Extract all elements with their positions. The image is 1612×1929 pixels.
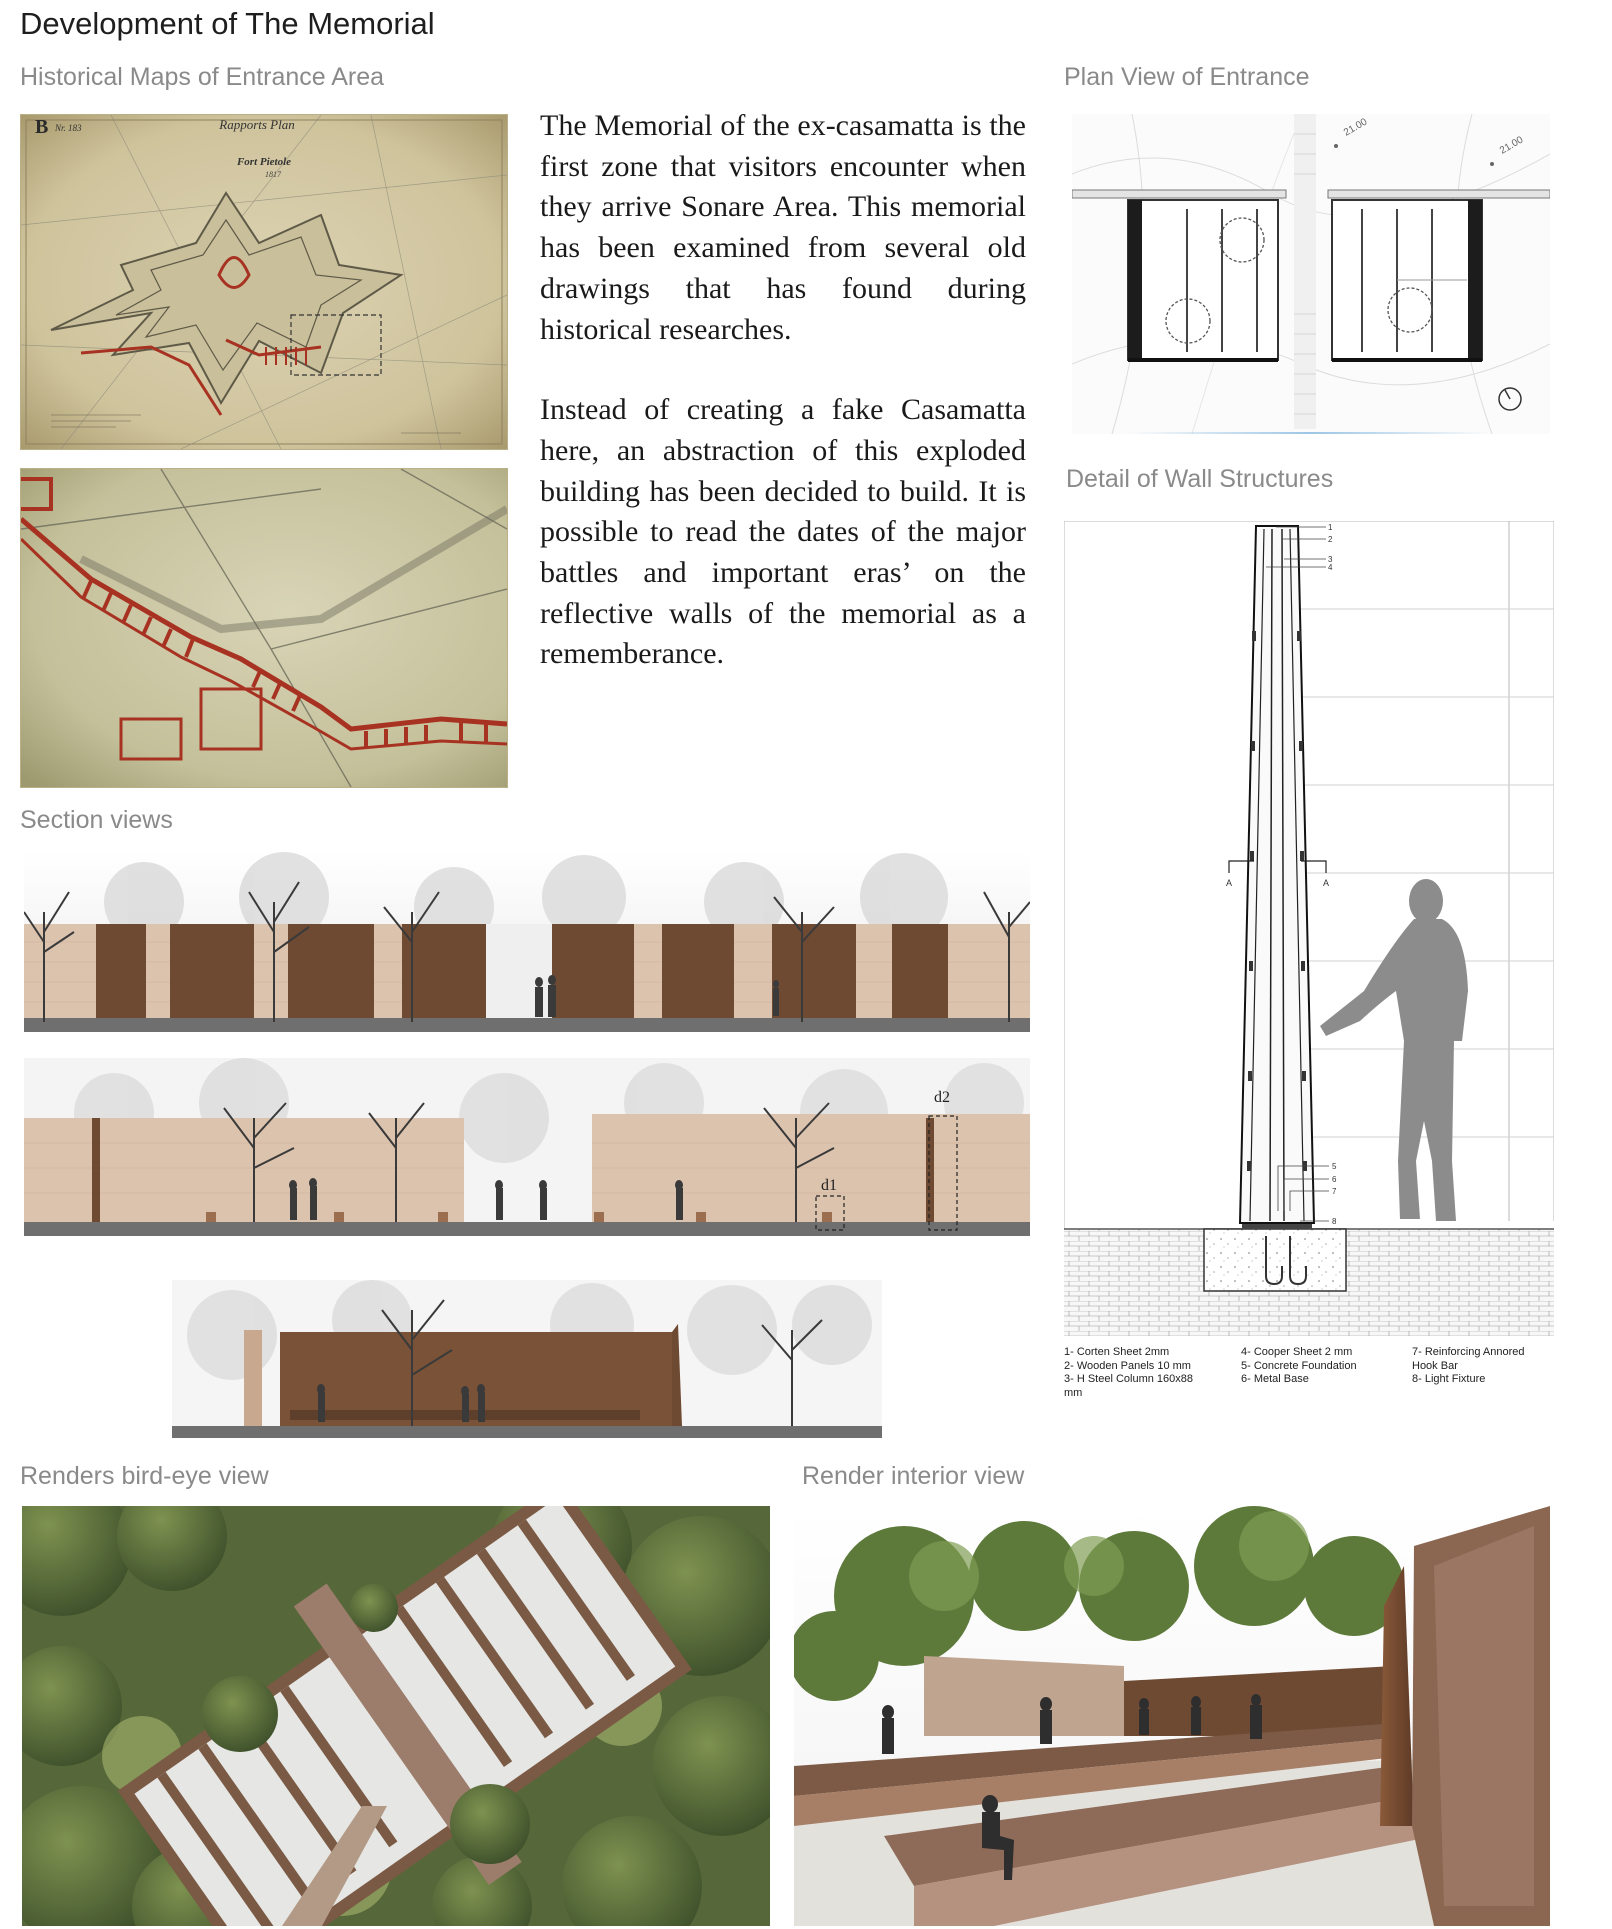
render-bird-eye-image xyxy=(22,1506,770,1926)
page-title: Development of The Memorial xyxy=(20,6,435,41)
map-year: 1817 xyxy=(265,170,281,179)
legend-item: 8- Light Fixture xyxy=(1412,1373,1486,1385)
callout-1: 1 xyxy=(1328,523,1333,532)
section-mark-right: A xyxy=(1323,878,1330,888)
plan-view-label: Plan View of Entrance xyxy=(1064,63,1310,91)
wall-legend-col-3 xyxy=(1412,1346,1525,1387)
legend-item: 5- Concrete Foundation xyxy=(1241,1359,1357,1372)
callout-4: 4 xyxy=(1328,563,1333,572)
map-sheet-letter: B xyxy=(35,116,49,138)
historical-maps-label: Historical Maps of Entrance Area xyxy=(20,63,385,91)
map-title: Rapports Plan xyxy=(219,117,295,132)
section-view-3 xyxy=(172,1280,882,1438)
renders-bird-eye-label: Renders bird-eye view xyxy=(20,1462,269,1490)
section-mark-left: A xyxy=(1226,878,1233,888)
historical-map-fortress xyxy=(20,114,508,450)
callout-3: 3 xyxy=(1328,555,1333,564)
section-view-1 xyxy=(24,852,1030,1032)
map-subtitle: Fort Pietole xyxy=(236,156,292,168)
description-paragraph-1: The Memorial of the ex-casamatta is the first zone that visitors encounter when they arrive Sonare Area. This memorial has been examined from several old drawings that has found during historical researches. xyxy=(540,109,1026,346)
callout-2: 2 xyxy=(1328,535,1333,544)
legend-item: 2- Wooden Panels 10 mm xyxy=(1064,1359,1191,1372)
render-interior-image xyxy=(794,1506,1550,1926)
map-sheet-number: Nr. 183 xyxy=(55,123,82,133)
legend-item: mm xyxy=(1064,1386,1083,1399)
plan-level-left: 21.00 xyxy=(1342,116,1370,139)
legend-item: 7- Reinforcing Annored xyxy=(1412,1346,1525,1358)
plan-level-right: 21.00 xyxy=(1498,134,1526,157)
section-tag-d2: d2 xyxy=(934,1089,950,1106)
callout-5: 5 xyxy=(1332,1162,1337,1171)
legend-item: 1- Corten Sheet 2mm xyxy=(1064,1346,1170,1358)
legend-item: 3- H Steel Column 160x88 xyxy=(1064,1373,1194,1385)
plan-view-drawing xyxy=(1072,114,1550,434)
wall-detail-drawing xyxy=(1064,521,1554,1336)
section-tag-d1: d1 xyxy=(821,1177,837,1194)
legend-item: Hook Bar xyxy=(1412,1359,1458,1372)
callout-6: 6 xyxy=(1332,1175,1337,1184)
description-text xyxy=(540,106,1026,675)
wall-legend-col-2 xyxy=(1241,1346,1357,1387)
historical-map-detail xyxy=(20,468,508,788)
description-paragraph-2: Instead of creating a fake Casamatta here, an abstraction of this exploded building has been decided to build. It is possible to read the dates of the major battles and important eras’ on the reflective walls of the memorial as a rememberance. xyxy=(540,393,1026,671)
wall-detail-label: Detail of Wall Structures xyxy=(1066,465,1334,493)
legend-item: 6- Metal Base xyxy=(1241,1373,1309,1385)
legend-item: 4- Cooper Sheet 2 mm xyxy=(1241,1346,1353,1358)
plan-shadow-line xyxy=(1130,432,1490,434)
section-view-2 xyxy=(24,1058,1030,1236)
wall-legend-col-1 xyxy=(1064,1346,1193,1400)
callout-7: 7 xyxy=(1332,1187,1337,1196)
callout-8: 8 xyxy=(1332,1217,1337,1226)
section-views-label: Section views xyxy=(20,806,173,834)
render-interior-label: Render interior view xyxy=(802,1462,1025,1490)
